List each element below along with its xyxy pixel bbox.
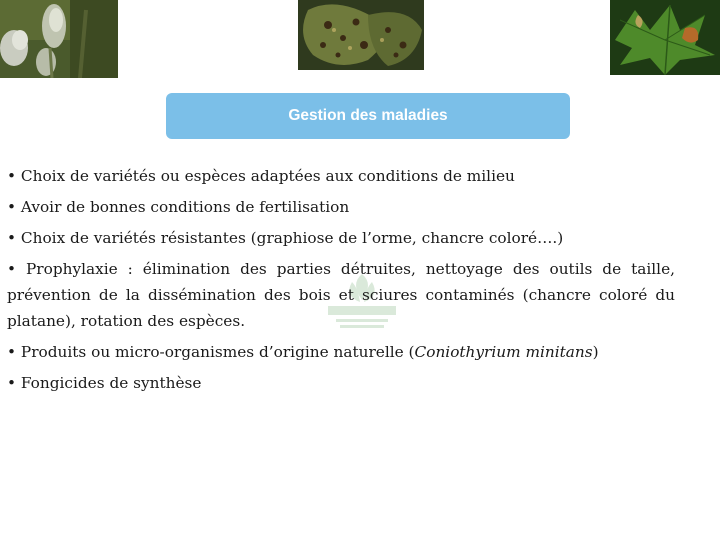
list-item (7, 163, 675, 189)
list-item-text: Avoir de bonnes conditions de fertilisation (20, 198, 350, 216)
bullet: • (7, 198, 17, 216)
bullet: • (7, 229, 17, 247)
list-item (7, 370, 675, 396)
list-item-text: Choix de variétés résistantes (graphiose de l’orme, chancre coloré….) (20, 229, 564, 247)
plane-leaf-photo-right (610, 0, 720, 75)
list-item (7, 339, 675, 365)
list-item-text: Produits ou micro-organismes d’origine naturelle ( (20, 343, 415, 361)
disease-management-list (7, 163, 675, 396)
list-item (7, 194, 675, 220)
list-item-text-end: ) (592, 343, 599, 361)
list-item-text: Prophylaxie : élimination des parties détruites, nettoyage des outils de taille, prévention de la dissémination des bois et sciures contaminés (chancre coloré du platane), rotation des espèces. (7, 260, 675, 330)
leaf-spot-photo-middle (298, 0, 424, 70)
list-item-text: Choix de variétés ou espèces adaptées aux conditions de milieu (20, 167, 515, 185)
title-banner (166, 93, 570, 139)
bullet: • (7, 167, 17, 185)
list-item-italic-text: Coniothyrium minitans (414, 343, 593, 361)
bullet: • (7, 374, 17, 392)
diseased-plant-photo-left (0, 0, 118, 78)
list-item-text: Fongicides de synthèse (20, 374, 202, 392)
bullet: • (7, 260, 17, 278)
list-item (7, 256, 675, 334)
bullet: • (7, 343, 17, 361)
list-item (7, 225, 675, 251)
page-title: Gestion des maladies (288, 107, 448, 124)
